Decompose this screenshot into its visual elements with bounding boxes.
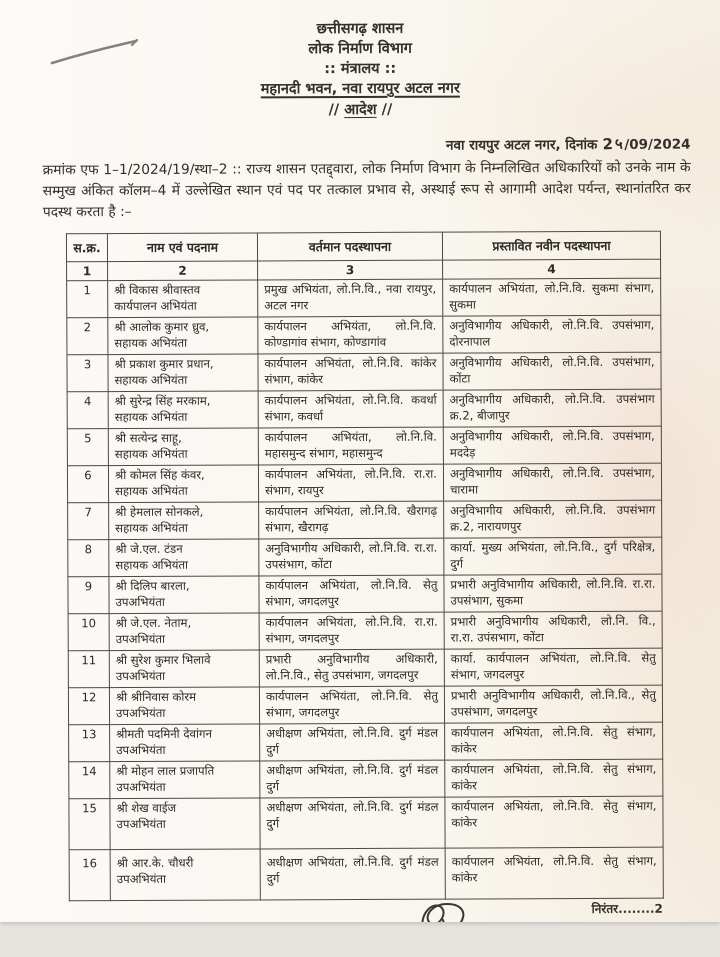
cell-serial-number: 4 (67, 392, 108, 429)
cell-current-posting: कार्यपालन अभियंता, लो.नि.वि. सेतु संभाग, जगदलपुर (259, 575, 444, 613)
column-header-proposed-posting: प्रस्तावित नवीन पदस्थापना (442, 231, 660, 260)
officer-name: श्री विकास श्रीवास्तव (114, 282, 201, 298)
cell-proposed-posting: अनुविभागीय अधिकारी, लो.नि.वि. उपसंभाग, मददेड़ (443, 426, 661, 464)
table-row (68, 537, 662, 577)
cell-current-posting: अनुविभागीय अधिकारी, लो.नि.वि. रा.रा. उपसंभाग, कोंटा (259, 538, 444, 576)
officer-name: श्री आर.के. चौधरी (116, 855, 194, 870)
cell-proposed-posting: अनुविभागीय अधिकारी, लो.नि.वि. उपसंभाग, कोंटा (443, 352, 661, 390)
table-row (67, 389, 661, 429)
cell-current-posting: अधीक्षण अभियंता, लो.नि.वि. दुर्ग मंडल दुर्ग (260, 797, 445, 849)
column-number-1: 1 (67, 261, 108, 281)
officer-designation: सहायक अभियंता (114, 446, 188, 462)
cell-proposed-posting: कार्यपालन अभियंता, लो.नि.वि. सेतु संभाग, कांकेर (445, 796, 663, 848)
cell-proposed-posting: प्रभारी अनुविभागीय अधिकारी, लो.नि.वि. रा.रा. उपसंभाग, सुकमा (444, 574, 662, 612)
order-title-pre: // (328, 101, 345, 118)
officer-name: श्री जे.एल. टंडन (115, 541, 183, 557)
cell-name-designation (109, 539, 259, 577)
cell-current-posting: कार्यपालन अभियंता, लो.नि.वि. महासमुन्द संभाग, महासमुन्द (258, 427, 443, 465)
ministry-line: :: मंत्रालय :: (324, 61, 397, 78)
table-row (68, 685, 662, 725)
cell-name-designation (109, 687, 259, 725)
cell-serial-number: 13 (69, 724, 110, 761)
cell-current-posting: कार्यपालन अभियंता, लो.नि.वि. रा.रा. संभाग, जगदलपुर (259, 612, 444, 650)
table-row (68, 574, 662, 614)
table-row (68, 500, 662, 540)
cell-current-posting: कार्यपालन अभियंता, लो.नि.वि. सेतु संभाग, जगदलपुर (259, 686, 444, 724)
officer-designation: उपअभियंता (116, 871, 167, 886)
officer-designation: सहायक अभियंता (114, 335, 188, 351)
cell-name-designation (110, 798, 260, 850)
cell-serial-number: 11 (68, 650, 109, 687)
cell-proposed-posting: कार्या. मुख्य अभियंता, लो.नि.वि., दुर्ग परिक्षेत्र, दुर्ग (444, 537, 662, 575)
table-row (69, 796, 663, 850)
cell-current-posting: अधीक्षण अभियंता, लो.नि.वि. दुर्ग मंडल दुर्ग (260, 848, 445, 900)
cell-name-designation (110, 761, 260, 799)
government-name: छत्तीसगढ़ शासन (316, 20, 404, 38)
officer-name: श्री जे.एल. नेताम, (115, 615, 192, 630)
officer-designation: सहायक अभियंता (115, 557, 189, 573)
officer-name: श्री सुरेश कुमार भिलावे (115, 652, 211, 667)
officer-designation: उपअभियंता (116, 816, 166, 831)
officer-designation: सहायक अभियंता (115, 520, 188, 536)
officer-name: श्री प्रकाश कुमार प्रधान, (114, 356, 214, 372)
signature-scribble (415, 896, 487, 922)
cell-name-designation (109, 613, 259, 651)
cell-serial-number: 3 (67, 355, 108, 392)
cell-proposed-posting: अनुविभागीय अधिकारी, लो.नि.वि. उपसंभाग, चारामा (443, 463, 661, 501)
officer-designation: उपअभियंता (115, 668, 166, 683)
officer-designation: सहायक अभियंता (115, 483, 188, 499)
cell-current-posting: अधीक्षण अभियंता, लो.नि.वि. दुर्ग मंडल दुर्ग (260, 723, 445, 761)
cell-proposed-posting: प्रभारी अनुविभागीय अधिकारी, लो.नि.वि., सेतु उपसंभाग, जगदलपुर (444, 685, 662, 723)
page-footer (4, 899, 663, 919)
column-number-4: 4 (443, 259, 661, 279)
cell-proposed-posting: कार्यपालन अभियंता, लो.नि.वि. सेतु संभाग, कांकेर (445, 759, 663, 797)
cell-serial-number: 2 (67, 318, 108, 355)
table-row (68, 648, 662, 688)
column-number-3: 3 (258, 260, 443, 280)
cell-serial-number: 8 (68, 540, 109, 577)
cell-current-posting: कार्यपालन अभियंता, लो.नि.वि. खैरागढ़ संभाग, खैरागढ़ (259, 501, 444, 539)
table-row (67, 426, 661, 466)
cell-proposed-posting: कार्यपालन अभियंता, लो.नि.वि. सेतु संभाग, कांकेर (445, 722, 663, 760)
cell-current-posting: कार्यपालन अभियंता, लो.नि.वि. कवर्धा संभाग, कवर्धा (258, 390, 443, 428)
cell-proposed-posting: प्रभारी अनुविभागीय अधिकारी, लो.नि. वि., रा.रा. उपंसभाग, कोंटा (444, 611, 662, 649)
cell-serial-number: 5 (67, 429, 108, 466)
dateline-printed-date: /09/2024 (624, 136, 691, 153)
cell-name-designation (108, 465, 258, 503)
cell-name-designation (109, 502, 259, 540)
cell-serial-number: 9 (68, 577, 109, 614)
column-header-current-posting: वर्तमान पदस्थापना (257, 232, 442, 261)
cell-proposed-posting: कार्यपालन अभियंता, लो.नि.वि. सुकमा संभाग, सुकमा (443, 278, 661, 316)
dateline (1, 133, 691, 156)
officer-name: श्रीमती पदमिनी देवांगन (116, 726, 212, 741)
officer-designation: उपअभियंता (116, 742, 166, 757)
order-title (0, 99, 720, 120)
cell-proposed-posting: अनुविभागीय अधिकारी, लो.नि.वि. उपसंभाग क्र.2, नारायणपुर (444, 500, 662, 538)
officer-name: श्री श्रीनिवास कोरम (115, 689, 197, 704)
officer-designation: उपअभियंता (115, 705, 166, 720)
table-row (67, 315, 661, 355)
cell-serial-number: 10 (68, 614, 109, 651)
department-name: लोक निर्माण विभाग (308, 40, 412, 58)
cell-proposed-posting: अनुविभागीय अधिकारी, लो.नि.वि. उपसंभाग, दोरनापाल (443, 315, 661, 353)
officer-designation: सहायक अभियंता (114, 409, 188, 425)
column-number-2: 2 (108, 261, 258, 281)
cell-serial-number: 16 (69, 849, 110, 900)
cell-name-designation (108, 428, 258, 466)
cell-serial-number: 12 (68, 687, 109, 724)
officer-designation: सहायक अभियंता (114, 372, 188, 388)
officer-designation: कार्यपालन अभियंता (114, 298, 197, 314)
cell-serial-number: 14 (69, 761, 110, 798)
table-row (69, 759, 663, 799)
column-header-name: नाम एवं पदनाम (107, 232, 257, 261)
cell-serial-number: 6 (67, 466, 108, 503)
cell-current-posting: कार्यपालन अभियंता, लो.नि.वि. रा.रा. संभाग, रायपुर (258, 464, 443, 502)
cell-serial-number: 7 (68, 503, 109, 540)
order-paragraph: क्रमांक एफ 1–1/2024/19/स्था–2 :: राज्य शासन एतद्द्वारा, लोक निर्माण विभाग के निम्नलिखित अधिकारियों को उनके नाम के सम्मुख अंकित कॉलम–4 में उल्लेखित स्थान एवं पद पर तत्काल प्रभाव से, अस्थाई रूप से आगामी आदेश पर्यन्त, स्थानांतरित कर पदस्थ करता है :– (42, 159, 691, 220)
continuation-note: निरंतर........2 (591, 901, 663, 916)
cell-serial-number: 1 (67, 281, 108, 318)
officer-name: श्री आलोक कुमार ध्रुव, (114, 319, 210, 335)
officer-name: श्री कोमल सिंह कंवर, (114, 467, 205, 483)
officer-name: श्री मोहन लाल प्रजापति (116, 763, 215, 778)
cell-current-posting: प्रभारी अनुविभागीय अधिकारी, लो.नि.वि., सेतु उपसंभाग, जगदलपुर (259, 649, 444, 687)
handwritten-date-day: 2५ (601, 134, 625, 153)
officer-name: श्री सुरेन्द्र सिंह मरकाम, (114, 393, 211, 409)
cell-current-posting: अधीक्षण अभियंता, लो.नि.वि. दुर्ग मंडल दुर्ग (260, 760, 445, 798)
cell-proposed-posting: अनुविभागीय अधिकारी, लो.नि.वि. उपसंभाग क्र.2, बीजापुर (443, 389, 661, 427)
cell-name-designation (109, 576, 259, 614)
table-row (69, 847, 663, 901)
officer-name: श्री दिलिप बारला, (115, 578, 190, 594)
table-row (67, 278, 661, 318)
table-row (69, 722, 663, 762)
officer-designation: उपअभियंता (116, 779, 166, 794)
cell-name-designation (110, 724, 260, 762)
transfer-order-table (66, 230, 664, 901)
cell-name-designation (109, 650, 259, 688)
order-title-word: आदेश (344, 101, 377, 118)
cell-name-designation (108, 317, 258, 355)
address-line: महानदी भवन, नवा रायपुर अटल नगर (260, 80, 460, 98)
officer-name: श्री सत्येन्द्र साहू, (114, 430, 182, 446)
officer-designation: उपअभियंता (115, 594, 165, 609)
cell-name-designation (108, 391, 258, 429)
table-header-row (66, 231, 660, 262)
cell-current-posting: प्रमुख अभियंता, लो.नि.वि., नवा रायपुर, अटल नगर (258, 279, 443, 317)
dateline-place: नवा रायपुर अटल नगर, दिनांक (445, 136, 603, 154)
cell-name-designation (108, 354, 258, 392)
column-header-serial: स.क्र. (66, 233, 107, 261)
cell-proposed-posting: कार्या. कार्यपालन अभियंता, लो.नि.वि. सेतु संभाग, जगदलपुर (444, 648, 662, 686)
officer-name: श्री शेख वाईज (116, 800, 177, 815)
table-row (68, 611, 662, 651)
cell-serial-number: 15 (69, 798, 110, 849)
cell-current-posting: कार्यपालन अभियंता, लो.नि.वि. कांकेर संभाग, कांकेर (258, 353, 443, 391)
cell-name-designation (108, 280, 258, 318)
document-header (0, 18, 720, 120)
cell-current-posting: कार्यपालन अभियंता, लो.नि.वि. कोण्डागांव संभाग, कोण्डागांव (258, 316, 443, 354)
cell-proposed-posting: कार्यपालन अभियंता, लो.नि.वि. सेतु संभाग, कांकेर (445, 847, 663, 899)
table-row (67, 463, 661, 503)
table-row (67, 352, 661, 392)
column-number-row (67, 259, 661, 281)
cell-name-designation (110, 849, 260, 901)
order-title-post: // (376, 101, 393, 118)
officer-designation: उपअभियंता (115, 631, 166, 646)
officer-name: श्री हेमलाल सोनकले, (115, 504, 204, 520)
